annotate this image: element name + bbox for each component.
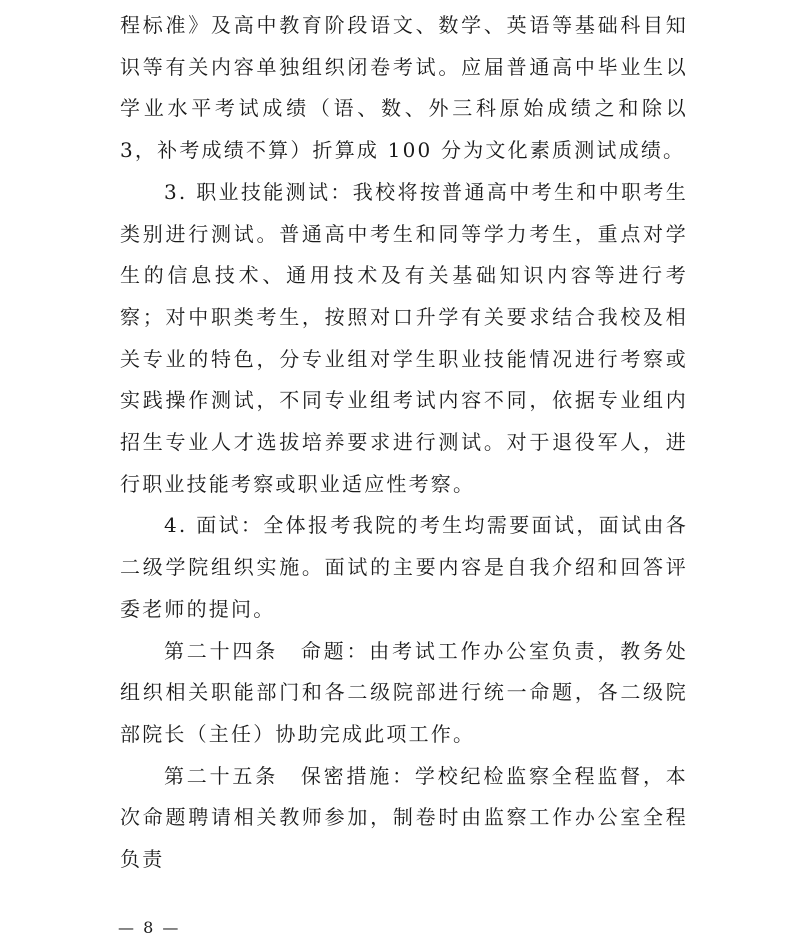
paragraph-article-24: 第二十四条 命题：由考试工作办公室负责，教务处组织相关职能部门和各二级院部进行统一命题，各二级院部院长（主任）协助完成此项工作。	[120, 638, 688, 746]
paragraph-article-25: 第二十五条 保密措施：学校纪检监察全程监督，本次命题聘请相关教师参加，制卷时由监察工作办公室全程负责	[120, 763, 688, 872]
paragraph-vocational-skills-test: 3. 职业技能测试：我校将按普通高中考生和中职考生类别进行测试。普通高中考生和同等学力考生，重点对学生的信息技术、通用技术及有关基础知识内容等进行考察；对中职类考生，按照对口升学有关要求结合我校及相关专业的特色，分专业组对学生职业技能情况进行考察或实践操作测试，不同专业组考试内容不同，依据专业组内招生专业人才选拔培养要求进行测试。对于退役军人，进行职业技能考察或职业适应性考察。	[120, 179, 688, 496]
document-body	[120, 0, 688, 881]
paragraph-interview: 4. 面试：全体报考我院的考生均需要面试，面试由各二级学院组织实施。面试的主要内容是自我介绍和回答评委老师的提问。	[120, 513, 688, 621]
paragraph-continuation: 程标准》及高中教育阶段语文、数学、英语等基础科目知识等有关内容单独组织闭卷考试。应届普通高中毕业生以学业水平考试成绩（语、数、外三科原始成绩之和除以 3，补考成绩不算）折算成 100 分为文化素质测试成绩。	[120, 13, 688, 163]
page-number: — 8 —	[118, 918, 181, 937]
